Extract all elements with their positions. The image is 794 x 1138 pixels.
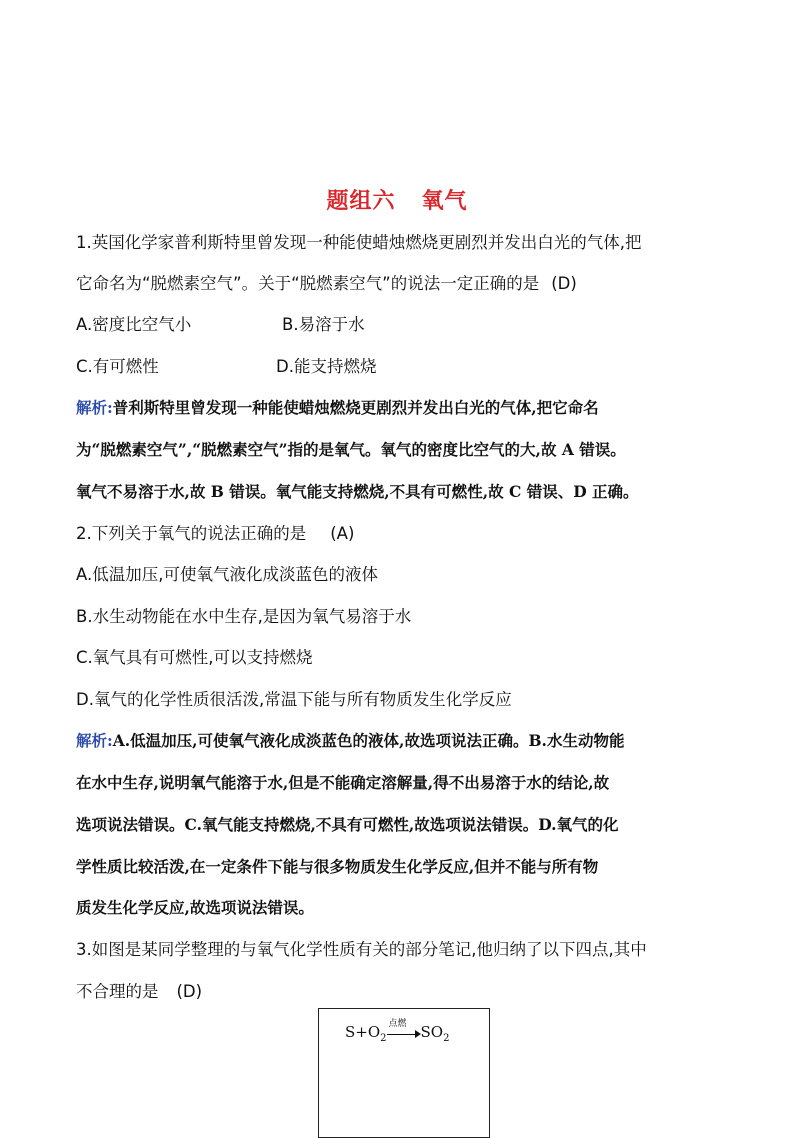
product-subscript: 2	[443, 1033, 450, 1044]
q1-explanation-line2: 为“脱燃素空气”,“脱燃素空气”指的是氧气。氧气的密度比空气的大,故 A 错误。	[76, 440, 626, 459]
title-topic: 氧气	[421, 189, 468, 214]
q2-stem	[76, 523, 354, 545]
q1-explanation-text1: 普利斯特里曾发现一种能使蜡烛燃烧更剧烈并发出白光的气体,把它命名	[112, 398, 599, 417]
q1-explanation-line1	[76, 397, 599, 419]
q1-answer: (D)	[551, 274, 577, 293]
q2-option-a: A.低温加压,可使氧气液化成淡蓝色的液体	[76, 565, 378, 584]
q2-answer: (A)	[330, 524, 355, 543]
q3-answer: (D)	[176, 982, 203, 1001]
q2-explanation-line5: 质发生化学反应,故选项说法错误。	[76, 898, 314, 917]
q3-stem-text: 不合理的是	[76, 982, 159, 1001]
q1-option-a: A.密度比空气小	[76, 315, 192, 334]
q3-stem-line1: 3.如图是某同学整理的与氧气化学性质有关的部分笔记,他归纳了以下四点,其中	[76, 940, 647, 959]
reaction-arrow-icon	[387, 1019, 421, 1040]
q2-stem-text: 2.下列关于氧气的说法正确的是	[76, 524, 307, 543]
q1-options-row2	[76, 356, 377, 378]
q2-explanation-text1: A.低温加压,可使氧气液化成淡蓝色的液体,故选项说法正确。B.水生动物能	[112, 731, 625, 750]
q1-option-c: C.有可燃性	[76, 357, 159, 376]
title-group: 题组六	[326, 189, 396, 214]
q1-stem-text: 它命名为“脱燃素空气”。关于“脱燃素空气”的说法一定正确的是	[76, 274, 540, 293]
reactant-subscript: 2	[380, 1033, 387, 1044]
q1-explanation-tag: 解析:	[76, 398, 113, 417]
q2-explanation-line3: 选项说法错误。C.氧气能支持燃烧,不具有可燃性,故选项说法错误。D.氧气的化	[76, 815, 619, 834]
q2-explanation-tag: 解析:	[76, 731, 113, 750]
q2-explanation-line2: 在水中生存,说明氧气能溶于水,但是不能确定溶解量,得不出易溶于水的结论,故	[76, 773, 610, 792]
q2-option-b: B.水生动物能在水中生存,是因为氧气易溶于水	[76, 607, 412, 626]
q1-options-row1	[76, 314, 365, 336]
q1-explanation-line3: 氧气不易溶于水,故 B 错误。氧气能支持燃烧,不具有可燃性,故 C 错误、D 正确。	[76, 482, 639, 501]
q1-stem-line2	[76, 273, 577, 295]
q2-option-c: C.氧气具有可燃性,可以支持燃烧	[76, 648, 313, 667]
section-title	[0, 184, 794, 215]
q1-option-b: B.易溶于水	[282, 315, 365, 334]
q2-explanation-line1	[76, 730, 624, 752]
q2-option-d: D.氧气的化学性质很活泼,常温下能与所有物质发生化学反应	[76, 690, 512, 709]
reactant: S+O	[345, 1023, 381, 1041]
product: SO	[420, 1023, 444, 1041]
q1-option-d: D.能支持燃烧	[276, 357, 377, 376]
reaction-condition: 点燃	[388, 1019, 407, 1029]
q2-explanation-line4: 学性质比较活泼,在一定条件下能与很多物质发生化学反应,但并不能与所有物	[76, 857, 599, 876]
notes-diagram-box	[318, 1008, 490, 1138]
q3-stem-line2	[76, 981, 202, 1003]
q1-stem-line1: 1.英国化学家普利斯特里曾发现一种能使蜡烛燃烧更剧烈并发出白光的气体,把	[76, 233, 642, 252]
reaction-equation	[345, 1019, 450, 1044]
